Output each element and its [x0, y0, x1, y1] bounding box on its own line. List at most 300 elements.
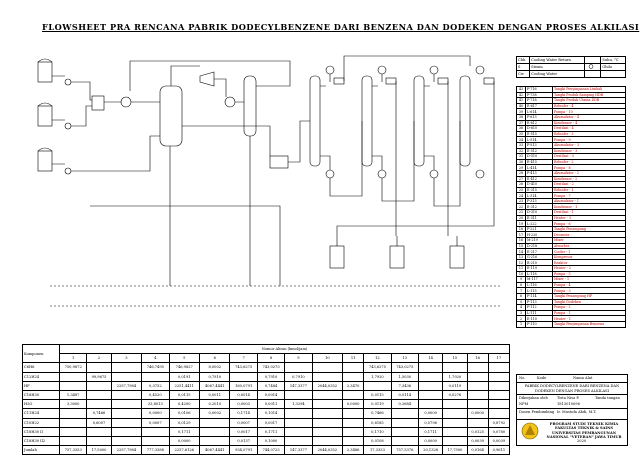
stream-value — [312, 409, 342, 418]
stream-value: 0,1710 — [364, 427, 391, 436]
byproduct-tank-hdb — [390, 246, 404, 268]
stream-value: 0,0014 — [257, 390, 284, 399]
equipment-name: Destilasi - 1 — [553, 210, 626, 216]
equipment-no: 14 — [517, 249, 526, 255]
stream-value: 0,0129 — [169, 418, 199, 427]
component-name: C11H24 — [23, 409, 60, 418]
designed-by-label: Dikerjakan oleh — [519, 396, 548, 400]
equipment-name: Tangki Penyimpanan Benzena — [553, 321, 626, 327]
stream-value — [467, 400, 488, 409]
equipment-name: Reboiler - 3 — [553, 131, 626, 137]
equipment-code: F-113 — [526, 299, 553, 305]
university-logo-icon — [521, 422, 539, 440]
stream-value — [200, 436, 230, 445]
stream-value — [419, 400, 443, 409]
equipment-name: Heater - 1 — [553, 316, 626, 322]
stream-value — [391, 409, 418, 418]
code-label: Kode — [537, 376, 547, 380]
stream-value: 2,3486 — [343, 446, 364, 455]
equipment-code: F-613 — [526, 114, 553, 120]
stream-value — [443, 363, 467, 372]
stream-value — [111, 409, 141, 418]
legend-symbol — [584, 57, 601, 64]
stream-value — [111, 390, 141, 399]
stream-value — [419, 363, 443, 372]
stream-value: 0,1000 — [257, 436, 284, 445]
stream-value: 0,0108 — [364, 436, 391, 445]
distillation-column-3 — [414, 66, 448, 178]
legend-symbol-name: Ghilo — [601, 63, 626, 71]
stream-value: 2257,7984 — [111, 381, 141, 390]
stream-value: 0,1711 — [419, 427, 443, 436]
stream-value: 0,0011 — [257, 400, 284, 409]
equipment-name: Pompa - 1 — [553, 310, 626, 316]
stream-value — [343, 427, 364, 436]
equipment-code: L-314 — [526, 193, 553, 199]
stream-value: 0,0119 — [443, 381, 467, 390]
equipment-code: D-218 — [526, 243, 553, 249]
equipment-no: 16 — [517, 238, 526, 244]
equipment-code: G-216 — [526, 254, 553, 260]
stream-value — [87, 390, 111, 399]
stream-value: 777,3388 — [142, 446, 169, 455]
process-piping — [50, 56, 500, 306]
equipment-name: Tangki Penyimpanan Limbah — [553, 87, 626, 93]
stream-value: 0,0039 — [467, 436, 488, 445]
equipment-name: Destilasi - 3 — [553, 154, 626, 160]
equipment-no: 11 — [517, 266, 526, 272]
equipment-no: 19 — [517, 221, 526, 227]
component-name: H2O — [23, 400, 60, 409]
stream-value — [60, 372, 87, 381]
year: 2020 — [577, 439, 587, 443]
stream-value: 0,8792 — [488, 418, 509, 427]
stream-value — [285, 427, 312, 436]
stream-value — [111, 418, 141, 427]
stream-row — [23, 436, 510, 445]
stream-number: 3 — [111, 354, 141, 363]
stream-value — [285, 363, 312, 372]
stream-value: 0,0780 — [488, 427, 509, 436]
stream-value: 3,3000 — [60, 400, 87, 409]
equipment-name: Tangki Produk Utama DDB — [553, 98, 626, 104]
stream-value: 0,0003 — [230, 400, 257, 409]
stream-value: 746,9827 — [169, 363, 199, 372]
equipment-name: Tangki Penampung — [553, 226, 626, 232]
stream-value — [391, 427, 418, 436]
stream-value: 8,0002 — [200, 363, 230, 372]
stream-value: 0,0000 — [419, 409, 443, 418]
stream-value: 0,0000 — [467, 409, 488, 418]
stream-row — [23, 446, 510, 455]
stream-value: 0,0007 — [142, 418, 169, 427]
stream-value: 0,7466 — [87, 409, 111, 418]
npm-label: NPM — [519, 402, 529, 406]
stream-value: 0,7910 — [285, 372, 312, 381]
equipment-no: 31 — [517, 154, 526, 160]
equipment-no: 5 — [517, 299, 526, 305]
stream-table — [22, 344, 510, 455]
stream-value — [285, 436, 312, 445]
stream-value — [312, 418, 342, 427]
component-name: C18H30 Il — [23, 427, 60, 436]
stream-value — [312, 363, 342, 372]
stream-value: 0,0017 — [257, 418, 284, 427]
stream-value — [488, 381, 509, 390]
stream-value — [391, 418, 418, 427]
equipment-no: 30 — [517, 159, 526, 165]
stream-number: 15 — [443, 354, 467, 363]
equipment-code: D-310 — [526, 210, 553, 216]
equipment-code: E-612 — [526, 120, 553, 126]
equipment-no: 33 — [517, 142, 526, 148]
stream-value — [364, 381, 391, 390]
stream-value — [87, 427, 111, 436]
equipment-name: Akumulator - 2 — [553, 170, 626, 176]
stream-value — [391, 436, 418, 445]
stream-value: 2257,6126 — [169, 446, 199, 455]
absorber — [244, 76, 256, 136]
equipment-no: 41 — [517, 98, 526, 104]
stream-value: 0,0276 — [443, 390, 467, 399]
equipment-no: 7 — [517, 288, 526, 294]
equipment-name: Heater - 3 — [553, 215, 626, 221]
stream-value: 33,8013 — [142, 400, 169, 409]
stream-value: 743,0275 — [391, 363, 418, 372]
stream-value — [343, 418, 364, 427]
equipment-code: E-617 — [526, 103, 553, 109]
equipment-name: Akumulator - 4 — [553, 114, 626, 120]
stream-value — [285, 409, 312, 418]
stream-value: 0,4520 — [142, 390, 169, 399]
equipment-name: Pompa - 7 — [553, 193, 626, 199]
equipment-name: Tangki Dodeken — [553, 299, 626, 305]
equipment-code: E-512 — [526, 148, 553, 154]
equipment-code: D-610 — [526, 126, 553, 132]
legend-name: Cooling Water — [530, 71, 585, 78]
component-name: C18H30 Il2 — [23, 436, 60, 445]
equipment-code: F-112 — [526, 305, 553, 311]
stream-value: 0,0115 — [169, 390, 199, 399]
equipment-no: 35 — [517, 131, 526, 137]
reactor — [160, 76, 182, 146]
mixer — [92, 96, 104, 110]
stream-row — [23, 363, 510, 372]
stream-value — [312, 436, 342, 445]
equipment-code: E-415 — [526, 159, 553, 165]
stream-value: 743,6275 — [364, 363, 391, 372]
legend-symbol — [584, 71, 601, 78]
stream-value: 0,0191 — [169, 372, 199, 381]
stream-value — [443, 409, 467, 418]
heater-icon — [121, 97, 131, 107]
distillation-column-2 — [362, 66, 396, 178]
stream-value: 757,5376 — [391, 446, 418, 455]
stream-value: 0,0106 — [169, 409, 199, 418]
equipment-code: L-111 — [526, 310, 553, 316]
equipment-no: 8 — [517, 282, 526, 288]
stream-row — [23, 381, 510, 390]
equipment-no: 38 — [517, 114, 526, 120]
equipment-no: 34 — [517, 137, 526, 143]
legend-symbol-name — [601, 71, 626, 78]
equipment-code: L-115 — [526, 288, 553, 294]
stream-value — [87, 363, 111, 372]
stream-value — [60, 381, 87, 390]
stream-value — [200, 427, 230, 436]
stream-value — [488, 372, 509, 381]
stream-number: 10 — [312, 354, 342, 363]
distillation-column-4 — [460, 66, 494, 178]
product-tank-ddb — [330, 246, 344, 268]
stream-value: 0,0002 — [200, 409, 230, 418]
stream-value: 0,3752 — [142, 381, 169, 390]
equipment-name: Reboiler - 2 — [553, 159, 626, 165]
stream-value: 0,0115 — [364, 390, 391, 399]
stream-value: 0,9611 — [488, 446, 509, 455]
equipment-name: Pompa - 10 — [553, 109, 626, 115]
stream-value: 2257,7984 — [111, 446, 141, 455]
stream-value — [343, 390, 364, 399]
equipment-name: Cooler - 1 — [553, 249, 626, 255]
equipment-no: 27 — [517, 176, 526, 182]
stream-value: 743,6275 — [230, 363, 257, 372]
stream-value: 1,3294 — [285, 400, 312, 409]
stream-value: 0,7484 — [257, 381, 284, 390]
equipment-name: Absorber — [553, 243, 626, 249]
stream-row — [23, 390, 510, 399]
stream-value: 0,0011 — [200, 390, 230, 399]
steam-icon — [586, 64, 596, 69]
equipment-no: 1 — [517, 321, 526, 327]
plant-name: PABRIK DODECYLBENZENE DARI BENZENA DAN DODEKEN DENGAN PROSES ALKILASI — [524, 384, 620, 393]
stream-value — [200, 418, 230, 427]
equipment-name: Pompa - 3 — [553, 288, 626, 294]
stream-value — [111, 427, 141, 436]
equipment-name: Tangki Penampung HF — [553, 293, 626, 299]
student-name: Tirta Nisa P. — [557, 396, 580, 400]
stream-value: 0,6185 — [364, 418, 391, 427]
equipment-name: Akumulator - 1 — [553, 198, 626, 204]
stream-value: 0,0039 — [488, 436, 509, 445]
equipment-code: E-217 — [526, 249, 553, 255]
equipment-name: Destilasi - 4 — [553, 126, 626, 132]
stream-number: 1 — [60, 354, 87, 363]
stream-value: 0,0125 — [467, 427, 488, 436]
equipment-name: Kondensor - 3 — [553, 148, 626, 154]
storage-tank-dodecene — [38, 103, 52, 126]
equipment-code: E-315 — [526, 187, 553, 193]
pump-icon — [65, 168, 71, 174]
checked-by-label: Dosen Pembimbing — [519, 410, 555, 414]
stream-row — [23, 372, 510, 381]
stream-value: 0,7466 — [364, 409, 391, 418]
stream-value — [419, 381, 443, 390]
stream-value — [467, 372, 488, 381]
equipment-code: D-510 — [526, 154, 553, 160]
equipment-code: L-514 — [526, 137, 553, 143]
equipment-no: 39 — [517, 109, 526, 115]
equipment-code: F-313 — [526, 198, 553, 204]
equipment-no: 37 — [517, 120, 526, 126]
distillation-column-1 — [310, 66, 344, 178]
stream-value: 0,0119 — [364, 400, 391, 409]
storage-tank-benzene — [38, 59, 52, 82]
stream-row — [23, 409, 510, 418]
equipment-code: L-116 — [526, 282, 553, 288]
stream-value — [312, 427, 342, 436]
equipment-no: 18 — [517, 226, 526, 232]
equipment-no: 15 — [517, 243, 526, 249]
stream-value: 0,1711 — [169, 427, 199, 436]
stream-number: 16 — [467, 354, 488, 363]
equipment-code: E-515 — [526, 131, 553, 137]
stream-value: 2044,0352 — [312, 381, 342, 390]
stream-value: 17,5000 — [87, 446, 111, 455]
storage-tank-hf — [38, 148, 52, 171]
stream-value: 4067,4441 — [200, 446, 230, 455]
equipment-name: Reaktor — [553, 260, 626, 266]
stream-number: 8 — [257, 354, 284, 363]
stream-value — [312, 390, 342, 399]
stream-value — [87, 400, 111, 409]
equipment-name: Decanter — [553, 232, 626, 238]
stream-value: 2044,0352 — [312, 446, 342, 455]
stream-value — [312, 400, 342, 409]
stream-value: 0,0000 — [419, 436, 443, 445]
equipment-no: 26 — [517, 182, 526, 188]
compressor — [200, 72, 214, 86]
stream-value: 0,0017 — [230, 427, 257, 436]
stream-value: 934,0791 — [230, 446, 257, 455]
waste-tank — [450, 246, 464, 268]
equipment-code: F-513 — [526, 142, 553, 148]
stream-value: 746,7495 — [142, 363, 169, 372]
equipment-name: Kondensor - 4 — [553, 120, 626, 126]
equipment-name: Destilasi - 2 — [553, 182, 626, 188]
stream-number: 4 — [142, 354, 169, 363]
stream-value: 0,5796 — [419, 418, 443, 427]
equipment-no: 40 — [517, 103, 526, 109]
stream-number: 7 — [230, 354, 257, 363]
equipment-no: 13 — [517, 254, 526, 260]
equipment-code: M-219 — [526, 238, 553, 244]
equipment-no: 2 — [517, 316, 526, 322]
utility-legend — [516, 56, 626, 78]
stream-value: 0,1014 — [257, 409, 284, 418]
stream-value — [467, 363, 488, 372]
equipment-no: 28 — [517, 170, 526, 176]
stream-value — [343, 363, 364, 372]
stream-value: 20,1328 — [419, 446, 443, 455]
equipment-code: F-413 — [526, 170, 553, 176]
equipment-name: Reboiler - 4 — [553, 103, 626, 109]
stream-value — [443, 418, 467, 427]
equipment-name: Kompresor — [553, 254, 626, 260]
stream-value — [312, 372, 342, 381]
stream-number: 2 — [87, 354, 111, 363]
stream-value — [467, 390, 488, 399]
decanter — [270, 156, 288, 168]
equipment-name: Tangki Produk Samping HDB — [553, 92, 626, 98]
stream-value — [285, 390, 312, 399]
equipment-name: Kondensor - 2 — [553, 176, 626, 182]
stream-value: 1,7920 — [443, 372, 467, 381]
stream-value: 2,3470 — [343, 381, 364, 390]
stream-value — [443, 436, 467, 445]
equipment-no: 6 — [517, 293, 526, 299]
stream-value: 1,3487 — [60, 390, 87, 399]
component-name: C6H6 — [23, 363, 60, 372]
equipment-code: M-117 — [526, 277, 553, 283]
process-flow-diagram — [30, 46, 508, 346]
stream-value — [60, 409, 87, 418]
component-name: C12H24 — [23, 372, 60, 381]
equipment-code: E-412 — [526, 176, 553, 182]
equipment-no: 3 — [517, 310, 526, 316]
equipment-name: Kondensor - 1 — [553, 204, 626, 210]
stream-value — [142, 372, 169, 381]
equipment-code: F-716 — [526, 87, 553, 93]
equipment-no: 12 — [517, 260, 526, 266]
stream-value: 0,2684 — [391, 400, 418, 409]
stream-value: 0,0000 — [142, 409, 169, 418]
equipment-no: 42 — [517, 92, 526, 98]
equipment-code: L-118 — [526, 271, 553, 277]
stream-row — [23, 427, 510, 436]
no-label: No. — [519, 376, 526, 380]
component-name: Jumlah — [23, 446, 60, 455]
equipment-code: E-110 — [526, 316, 553, 322]
stream-number: 14 — [419, 354, 443, 363]
stream-value — [111, 372, 141, 381]
stream-value — [87, 381, 111, 390]
legend-code: Cw — [517, 71, 530, 78]
component-name: C18H30 — [23, 390, 60, 399]
stream-value — [285, 418, 312, 427]
stream-value — [343, 409, 364, 418]
stream-number: 12 — [364, 354, 391, 363]
stream-value — [111, 400, 141, 409]
equipment-no: 29 — [517, 165, 526, 171]
stream-number: 9 — [285, 354, 312, 363]
legend-code: Chk — [517, 57, 530, 64]
equipment-list — [516, 86, 626, 328]
equipment-name: Pompa - 8 — [553, 165, 626, 171]
equipment-code: L-222 — [526, 221, 553, 227]
stream-value: 2251,4411 — [169, 381, 199, 390]
stream-value — [60, 436, 87, 445]
stream-span-label: Nomor Aliran (kmol/jam) — [60, 345, 510, 354]
stream-value: 99,9675 — [87, 372, 111, 381]
pump-icon — [65, 123, 71, 129]
equipment-name: Reboiler - 1 — [553, 187, 626, 193]
stream-value: 0,1714 — [230, 409, 257, 418]
equipment-name: Mixer — [553, 238, 626, 244]
equipment-no: 36 — [517, 126, 526, 132]
equipment-no: 25 — [517, 187, 526, 193]
equipment-name: Pompa - 9 — [553, 137, 626, 143]
legend-symbol-name: Suhu, °C — [601, 57, 626, 64]
equipment-no: 43 — [517, 87, 526, 93]
stream-value — [111, 363, 141, 372]
stream-value — [419, 372, 443, 381]
pump-icon — [65, 79, 71, 85]
stream-value: 0,0007 — [230, 418, 257, 427]
stream-value: 0,1711 — [257, 427, 284, 436]
stream-value: 147,3377 — [285, 446, 312, 455]
stream-value — [488, 409, 509, 418]
